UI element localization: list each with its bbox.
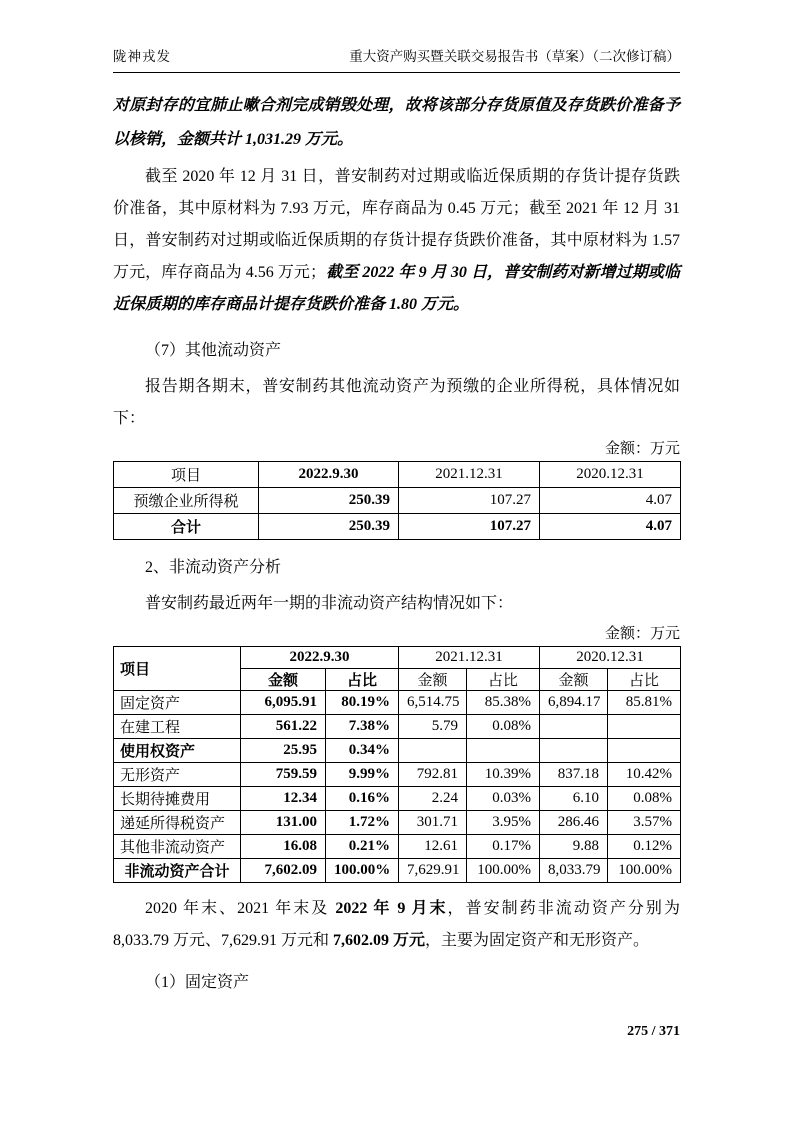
table-cell: 0.12%	[608, 835, 681, 859]
table-cell	[540, 739, 608, 763]
row-label: 无形资产	[114, 763, 241, 787]
table-cell: 0.08%	[467, 715, 540, 739]
page-content	[113, 45, 680, 999]
table-cell: 250.39	[259, 488, 399, 514]
table-cell: 7,602.09	[241, 859, 326, 883]
table-cell: 0.21%	[326, 835, 399, 859]
table-cell: 6.10	[540, 787, 608, 811]
paragraph-writeoff: 对原封存的宜肺止嗽合剂完成销毁处理，故将该部分存货原值及存货跌价准备予以核销，金额共计 1,031.29 万元。	[113, 97, 680, 148]
subheader-amount: 金额	[540, 669, 608, 691]
document-header	[113, 45, 680, 73]
table-cell: 1.72%	[326, 811, 399, 835]
table-header-row	[114, 647, 681, 669]
row-label: 其他非流动资产	[114, 835, 241, 859]
column-header-2020: 2020.12.31	[540, 462, 681, 488]
table-cell: 0.17%	[467, 835, 540, 859]
subheader-ratio: 占比	[326, 669, 399, 691]
column-header-2021: 2021.12.31	[399, 462, 540, 488]
subheader-amount: 金额	[241, 669, 326, 691]
row-label: 固定资产	[114, 691, 241, 715]
table-cell: 0.16%	[326, 787, 399, 811]
table-cell	[540, 715, 608, 739]
table-unit-label: 金额：万元	[604, 626, 680, 642]
table-cell: 3.95%	[467, 811, 540, 835]
table-cell: 3.57%	[608, 811, 681, 835]
table-cell: 561.22	[241, 715, 326, 739]
table-cell: 4.07	[540, 488, 681, 514]
summary-segment: 2020 年末、2021 年末及	[145, 900, 336, 917]
table-unit-label: 金额：万元	[604, 441, 680, 457]
table-cell: 10.42%	[608, 763, 681, 787]
row-label: 递延所得税资产	[114, 811, 241, 835]
summary-segment-bold: 7,602.09 万元	[333, 932, 426, 949]
heading-non-current-assets: 2、非流动资产分析	[145, 559, 282, 576]
table-cell: 8,033.79	[540, 859, 608, 883]
row-label: 合计	[114, 514, 259, 540]
column-header-item: 项目	[114, 462, 259, 488]
table-cell	[399, 739, 467, 763]
column-header-2021: 2021.12.31	[399, 647, 540, 669]
table-cell: 10.39%	[467, 763, 540, 787]
paragraph-inventory-provision-normal: 截至 2020 年 12 月 31 日，普安制药对过期或临近保质期的存货计提存货跌价准备，其中原材料为 7.93 万元，库存商品为 0.45 万元；截至 2021 年 12 月 31 日，普安制药对过期或临近保质期的存货计提存货跌价准备，其中原材料为 1.57 万元，库存商品为 4.56 万元；	[113, 168, 680, 281]
paragraph-non-current-assets-intro: 普安制药最近两年一期的非流动资产结构情况如下：	[145, 595, 514, 612]
table-cell	[608, 715, 681, 739]
table-row-total	[114, 514, 681, 540]
table-header-row	[114, 462, 681, 488]
paragraph-inventory-provision-bold: 截至 2022 年 9 月 30 日，普安制药对新增过期或临近保质期的库存商品计提存货跌价准备 1.80 万元。	[113, 264, 680, 313]
table-cell: 100.00%	[467, 859, 540, 883]
paragraph-other-current-assets-intro: 报告期各期末，普安制药其他流动资产为预缴的企业所得税，具体情况如下：	[113, 378, 680, 427]
summary-segment: ，主要为固定资产和无形资产。	[425, 932, 650, 949]
table-row	[114, 715, 681, 739]
table-cell: 759.59	[241, 763, 326, 787]
summary-segment: ，普安制药非流动资产分别为 8,033.79 万元、7,629.91 万元和	[113, 900, 680, 949]
table-cell: 12.61	[399, 835, 467, 859]
table-row	[114, 739, 681, 763]
paragraph-inventory-provision	[113, 161, 680, 321]
table-row	[114, 691, 681, 715]
column-header-2020: 2020.12.31	[540, 647, 681, 669]
table-row	[114, 488, 681, 514]
table-cell	[467, 739, 540, 763]
column-header-item: 项目	[114, 647, 241, 691]
subheader-ratio: 占比	[608, 669, 681, 691]
table-cell: 837.18	[540, 763, 608, 787]
row-label: 预缴企业所得税	[114, 488, 259, 514]
page-number: 275 / 371	[627, 1024, 680, 1039]
table-cell: 6,894.17	[540, 691, 608, 715]
column-header-2022: 2022.9.30	[259, 462, 399, 488]
table-cell: 80.19%	[326, 691, 399, 715]
table-cell: 0.08%	[608, 787, 681, 811]
row-label: 非流动资产合计	[114, 859, 241, 883]
table-row	[114, 811, 681, 835]
other-current-assets-table	[113, 461, 681, 540]
paragraph-non-current-assets-summary	[113, 893, 680, 957]
table-cell: 16.08	[241, 835, 326, 859]
non-current-assets-table	[113, 646, 681, 883]
table-cell: 4.07	[540, 514, 681, 540]
summary-segment-bold: 2022 年 9 月末	[335, 900, 448, 917]
table-cell: 301.71	[399, 811, 467, 835]
subheader-amount: 金额	[399, 669, 467, 691]
heading-fixed-assets: （1）固定资产	[145, 974, 250, 991]
table-cell: 131.00	[241, 811, 326, 835]
table-row	[114, 835, 681, 859]
table-cell: 286.46	[540, 811, 608, 835]
table-cell: 0.34%	[326, 739, 399, 763]
table-cell: 12.34	[241, 787, 326, 811]
table-cell: 9.99%	[326, 763, 399, 787]
table-cell: 107.27	[399, 514, 540, 540]
table-cell: 792.81	[399, 763, 467, 787]
table-cell: 100.00%	[326, 859, 399, 883]
table-cell: 5.79	[399, 715, 467, 739]
table-cell: 107.27	[399, 488, 540, 514]
table-cell: 100.00%	[608, 859, 681, 883]
table-row-total	[114, 859, 681, 883]
table-row	[114, 787, 681, 811]
column-header-2022: 2022.9.30	[241, 647, 399, 669]
table-cell: 2.24	[399, 787, 467, 811]
table-cell: 85.38%	[467, 691, 540, 715]
heading-other-current-assets: （7）其他流动资产	[145, 342, 282, 359]
row-label: 在建工程	[114, 715, 241, 739]
table-cell: 9.88	[540, 835, 608, 859]
table-cell	[608, 739, 681, 763]
header-company-name: 陇神戎发	[113, 49, 171, 64]
header-report-title: 重大资产购买暨关联交易报告书（草案）（二次修订稿）	[349, 49, 680, 64]
subheader-ratio: 占比	[467, 669, 540, 691]
row-label: 使用权资产	[114, 739, 241, 763]
table-cell: 85.81%	[608, 691, 681, 715]
table-cell: 250.39	[259, 514, 399, 540]
table-cell: 0.03%	[467, 787, 540, 811]
table-cell: 25.95	[241, 739, 326, 763]
table-cell: 7.38%	[326, 715, 399, 739]
table-cell: 6,514.75	[399, 691, 467, 715]
row-label: 长期待摊费用	[114, 787, 241, 811]
table-cell: 7,629.91	[399, 859, 467, 883]
table-cell: 6,095.91	[241, 691, 326, 715]
table-row	[114, 763, 681, 787]
